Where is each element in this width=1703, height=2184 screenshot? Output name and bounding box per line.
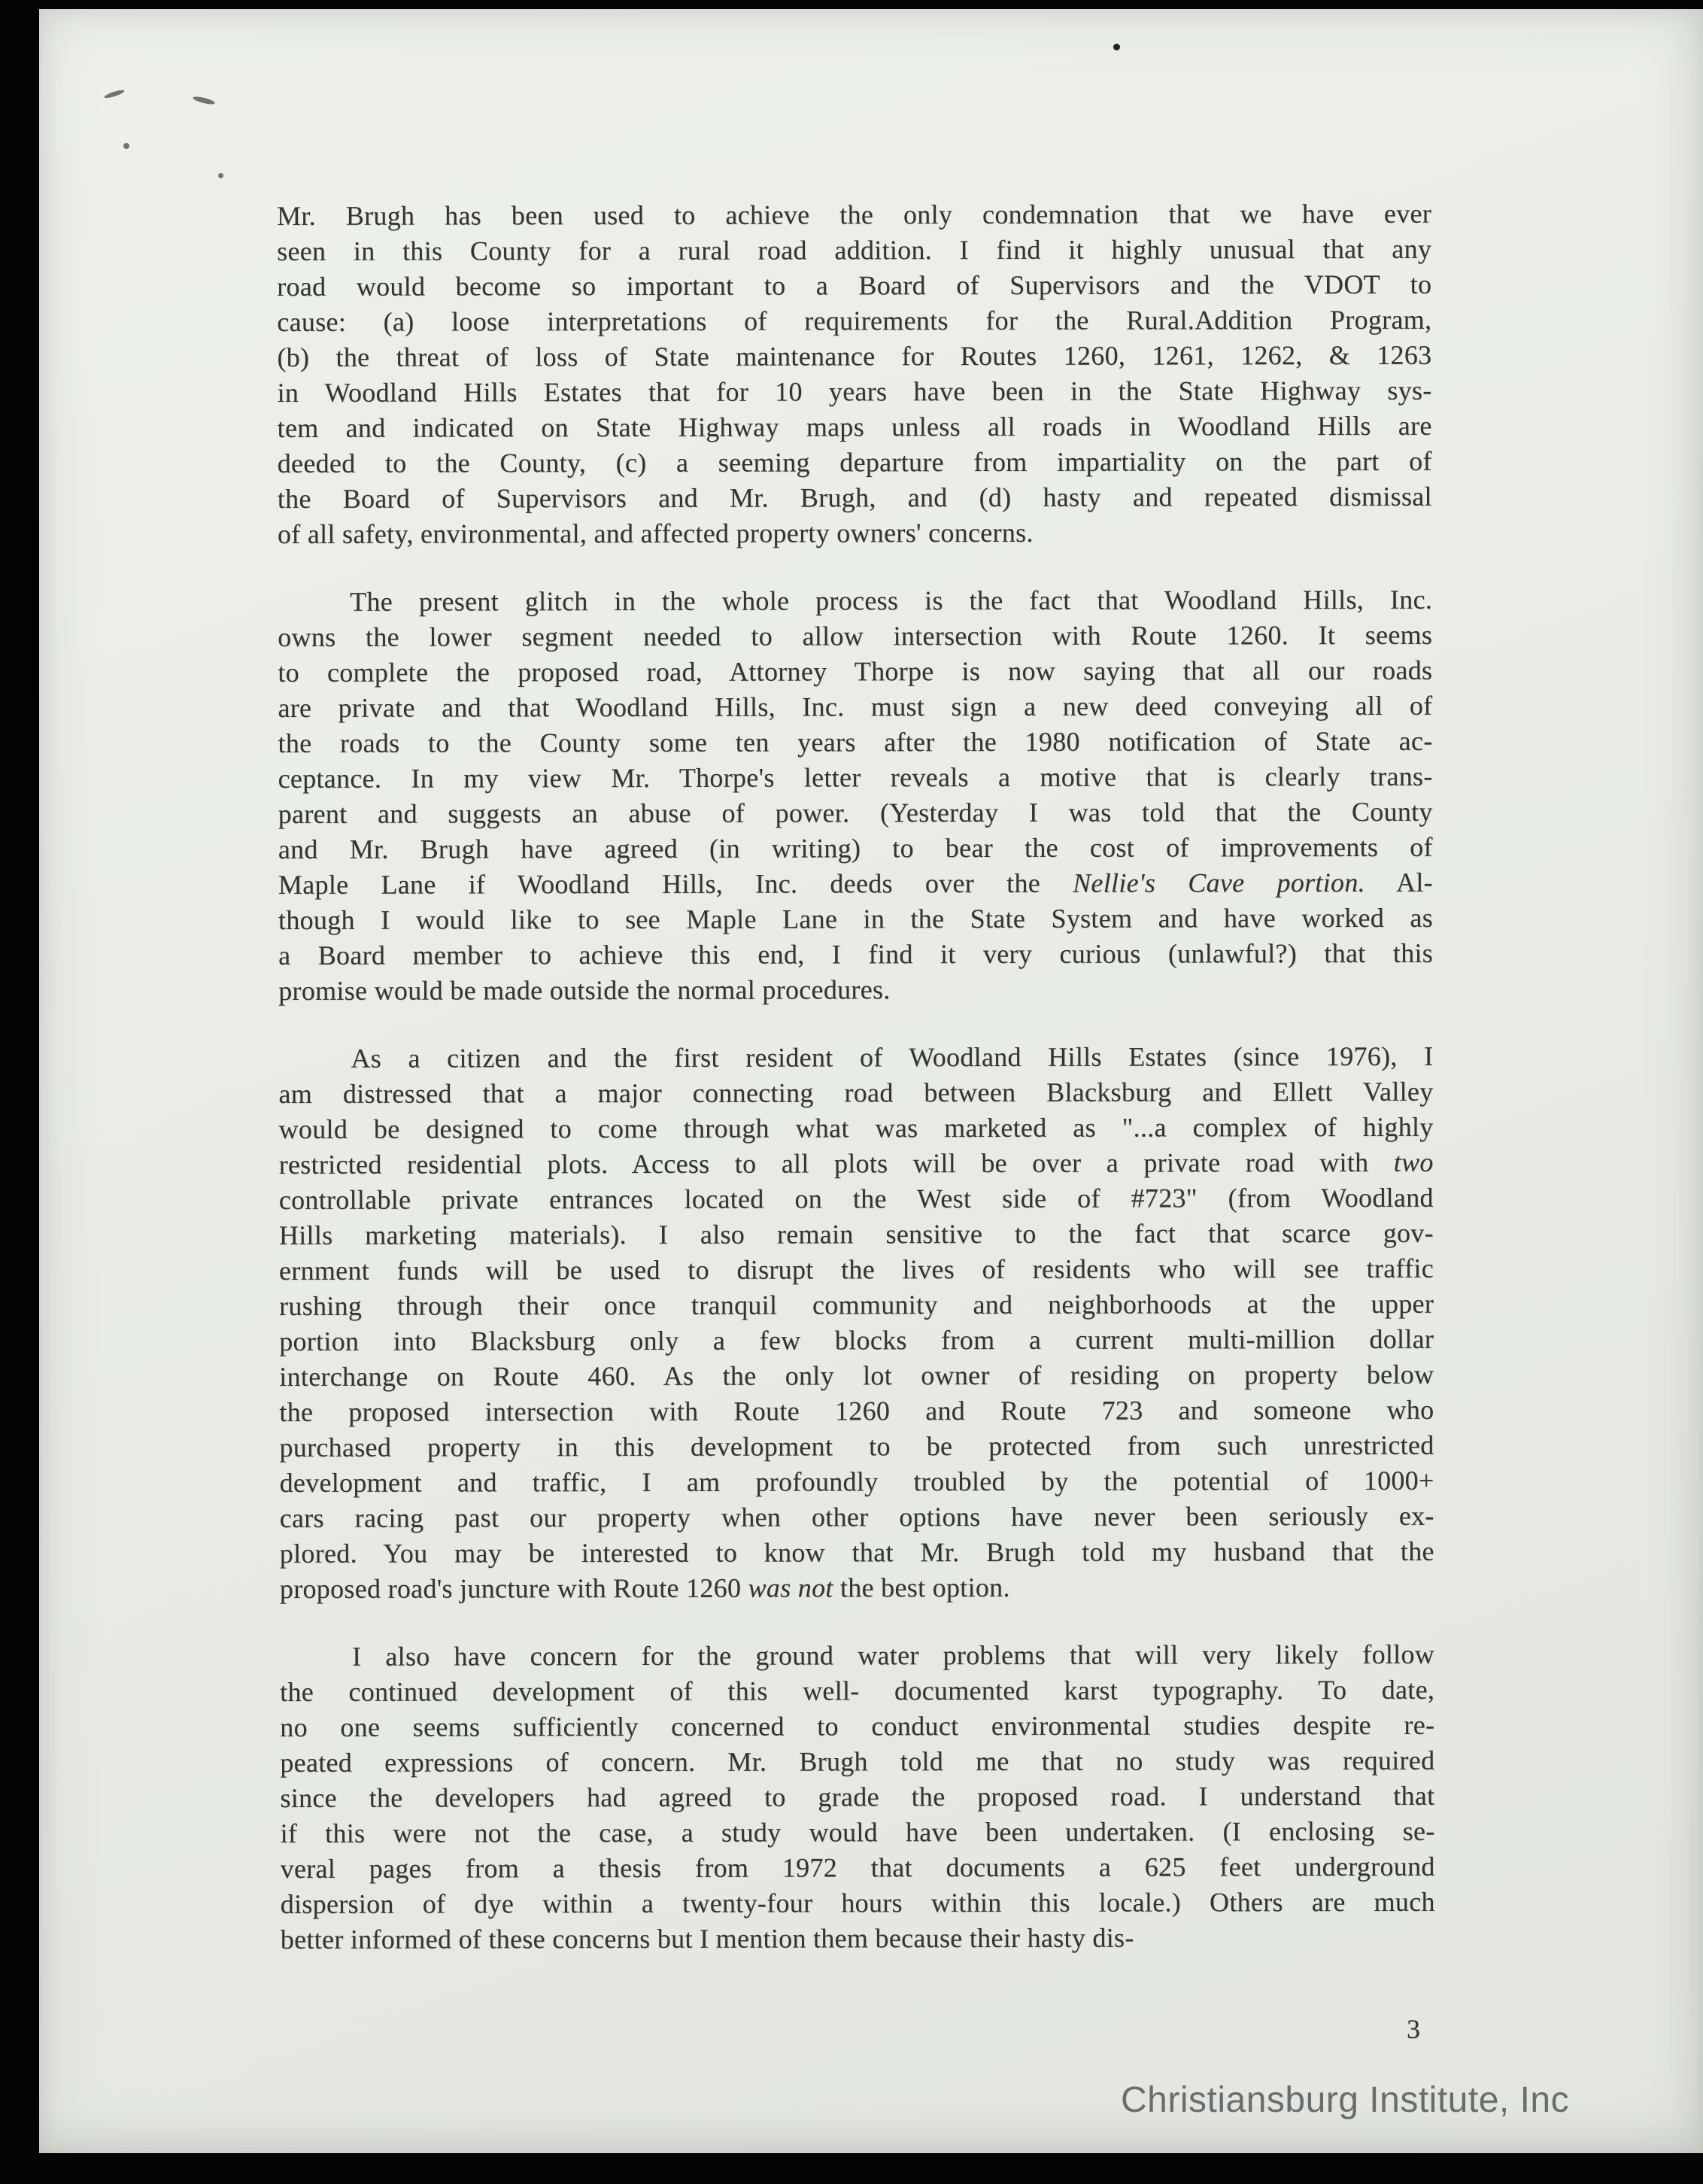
text-segment: veral pages from a thesis from 1972 that documents a 625 feet underground <box>280 1851 1435 1884</box>
italic-text: two <box>1393 1147 1434 1177</box>
text-line <box>279 1286 1434 1324</box>
text-segment: Maple Lane if Woodland Hills, Inc. deeds over the <box>278 867 1073 900</box>
text-line <box>280 1672 1434 1710</box>
text-segment: deeded to the County, (c) a seeming departure from impartiality on the part of <box>277 445 1432 478</box>
text-segment: the continued development of this well- documented karst typography. To date, <box>280 1674 1435 1707</box>
text-segment: restricted residential plots. Access to all plots will be over a private road with <box>278 1147 1394 1180</box>
text-line <box>280 1463 1434 1501</box>
text-line <box>278 479 1432 517</box>
text-line <box>278 515 1432 552</box>
text-line <box>277 338 1431 375</box>
text-line <box>278 618 1432 655</box>
text-segment: tem and indicated on State Highway maps unless all roads in Woodland Hills are <box>277 410 1432 443</box>
text-line <box>279 1180 1434 1218</box>
text-line <box>278 409 1432 446</box>
text-segment: the roads to the County some ten years after the 1980 notification of State ac- <box>278 725 1433 758</box>
text-line <box>281 1920 1435 1958</box>
text-line <box>280 1743 1434 1781</box>
text-segment: controllable private entrances located on the West side of #723" (from Woodland <box>278 1182 1434 1215</box>
text-segment: of all safety, environmental, and affected property owners' concerns. <box>277 517 1034 549</box>
document-body <box>277 196 1435 1958</box>
italic-text: Nellie's Cave portion. <box>1073 867 1365 898</box>
text-line <box>278 794 1433 832</box>
text-segment: As a citizen and the first resident of Woodland Hills Estates (since 1976), I <box>351 1040 1434 1074</box>
text-line <box>279 1357 1434 1395</box>
text-segment: ceptance. In my view Mr. Thorpe's letter reveals a motive that is clearly trans- <box>278 761 1433 794</box>
italic-text: was not <box>748 1572 833 1603</box>
text-segment: rushing through their once tranquil community and neighborhoods at the upper <box>279 1288 1434 1321</box>
text-segment: Mr. Brugh has been used to achieve the only condemnation that we have ever <box>277 198 1432 231</box>
text-segment: proposed road's juncture with Route 1260 <box>279 1572 748 1604</box>
text-line <box>278 936 1433 974</box>
text-segment: Hills marketing materials). I also remain sensitive to the fact that scarce gov- <box>278 1217 1434 1250</box>
paragraph <box>280 1637 1435 1958</box>
text-segment: promise would be made outside the normal procedures. <box>278 974 891 1006</box>
watermark: Christiansburg Institute, Inc <box>1121 2080 1570 2120</box>
paragraph <box>278 1039 1434 1607</box>
text-line <box>277 196 1431 234</box>
text-line <box>278 1074 1433 1112</box>
text-line <box>280 1569 1434 1607</box>
text-line <box>280 1708 1434 1745</box>
paragraph <box>278 582 1433 1009</box>
text-segment: better informed of these concerns but I mention them because their hasty dis- <box>280 1922 1134 1955</box>
text-segment: the best option. <box>833 1572 1010 1603</box>
text-segment: would be designed to come through what was marketed as "...a complex of highly <box>278 1111 1434 1144</box>
text-segment: in Woodland Hills Estates that for 10 years have been in the State Highway sys- <box>277 375 1432 408</box>
text-line <box>279 1322 1434 1359</box>
text-line <box>280 1778 1434 1816</box>
text-segment: no one seems sufficiently concerned to conduct environmental studies despite re- <box>280 1709 1435 1742</box>
text-segment: purchased property in this development to be protected from such unrestricted <box>279 1429 1434 1463</box>
page-number: 3 <box>1407 2014 1420 2044</box>
text-segment: since the developers had agreed to grade the proposed road. I understand that <box>280 1780 1435 1813</box>
text-segment: cars racing past our property when other options have never been seriously ex- <box>279 1500 1434 1533</box>
text-segment: portion into Blacksburg only a few blocks from a current multi-million dollar <box>279 1323 1434 1356</box>
scan-speck <box>193 95 216 105</box>
text-line <box>280 1637 1434 1675</box>
text-segment: development and traffic, I am profoundly troubled by the potential of 1000+ <box>279 1465 1434 1498</box>
text-segment: (b) the threat of loss of State maintenance for Routes 1260, 1261, 1262, & 1263 <box>277 339 1432 372</box>
text-segment: if this were not the case, a study would have been undertaken. (I enclosing se- <box>280 1815 1435 1848</box>
text-line <box>277 232 1431 269</box>
scan-speck <box>104 89 125 99</box>
text-line <box>278 759 1433 797</box>
text-line <box>280 1499 1434 1536</box>
text-segment: parent and suggests an abuse of power. (Yesterday I was told that the County <box>278 796 1433 829</box>
text-line <box>279 1428 1434 1466</box>
text-line <box>281 1885 1435 1922</box>
text-segment: plored. You may be interested to know that Mr. Brugh told my husband that the <box>279 1535 1434 1569</box>
text-line <box>278 582 1432 620</box>
paragraph <box>277 196 1432 552</box>
scan-speck <box>218 173 223 178</box>
scan-speck <box>1113 44 1120 50</box>
text-segment: are private and that Woodland Hills, Inc. must sign a new deed conveying all of <box>278 690 1433 723</box>
text-line <box>279 1110 1434 1147</box>
text-line <box>278 971 1433 1009</box>
text-segment: Al- <box>1365 867 1433 898</box>
text-segment: the Board of Supervisors and Mr. Brugh, and (d) hasty and repeated dismissal <box>277 481 1432 514</box>
text-segment: road would become so important to a Board of Supervisors and the VDOT to <box>277 269 1432 302</box>
text-line <box>281 1814 1435 1851</box>
text-segment: ernment funds will be used to disrupt the lives of residents who will see traffic <box>278 1253 1434 1286</box>
text-segment: The present glitch in the whole process is the fact that Woodland Hills, Inc. <box>350 584 1433 617</box>
text-line <box>280 1534 1434 1572</box>
scanned-page <box>39 9 1703 2153</box>
text-segment: peated expressions of concern. Mr. Brugh told me that no study was required <box>280 1745 1435 1778</box>
text-segment: the proposed intersection with Route 1260 and Route 723 and someone who <box>279 1394 1434 1427</box>
text-line <box>278 865 1433 903</box>
text-segment: interchange on Route 460. As the only lot owner of residing on property below <box>279 1359 1434 1392</box>
text-segment: dispersion of dye within a twenty-four hours within this locale.) Others are much <box>280 1886 1435 1919</box>
text-segment: I also have concern for the ground water problems that will very likely follow <box>352 1639 1435 1672</box>
text-segment: seen in this County for a rural road addition. I find it highly unusual that any <box>277 233 1432 266</box>
text-line <box>277 373 1431 411</box>
text-segment: a Board member to achieve this end, I find it very curious (unlawful?) that this <box>278 937 1434 970</box>
text-line <box>278 1039 1433 1077</box>
text-segment: owns the lower segment needed to allow intersection with Route 1260. It seems <box>278 619 1433 652</box>
text-line <box>279 1393 1434 1430</box>
text-line <box>277 302 1431 340</box>
text-segment: and Mr. Brugh have agreed (in writing) to bear the cost of improvements of <box>278 831 1433 864</box>
text-line <box>281 1849 1435 1887</box>
scan-speck <box>123 143 129 149</box>
text-line <box>278 724 1432 761</box>
text-segment: though I would like to see Maple Lane in the State System and have worked as <box>278 902 1434 935</box>
text-line <box>278 444 1432 481</box>
text-line <box>277 267 1431 305</box>
text-segment: am distressed that a major connecting road between Blacksburg and Ellett Valley <box>278 1076 1434 1109</box>
text-segment: cause: (a) loose interpretations of requirements for the Rural.Addition Program, <box>277 304 1432 337</box>
text-line <box>278 688 1432 726</box>
text-line <box>279 1216 1434 1253</box>
text-segment: to complete the proposed road, Attorney Thorpe is now saying that all our roads <box>278 655 1433 688</box>
text-line <box>278 653 1432 691</box>
text-line <box>279 1145 1434 1183</box>
text-line <box>279 1251 1434 1289</box>
text-line <box>278 901 1433 938</box>
text-line <box>278 830 1433 867</box>
